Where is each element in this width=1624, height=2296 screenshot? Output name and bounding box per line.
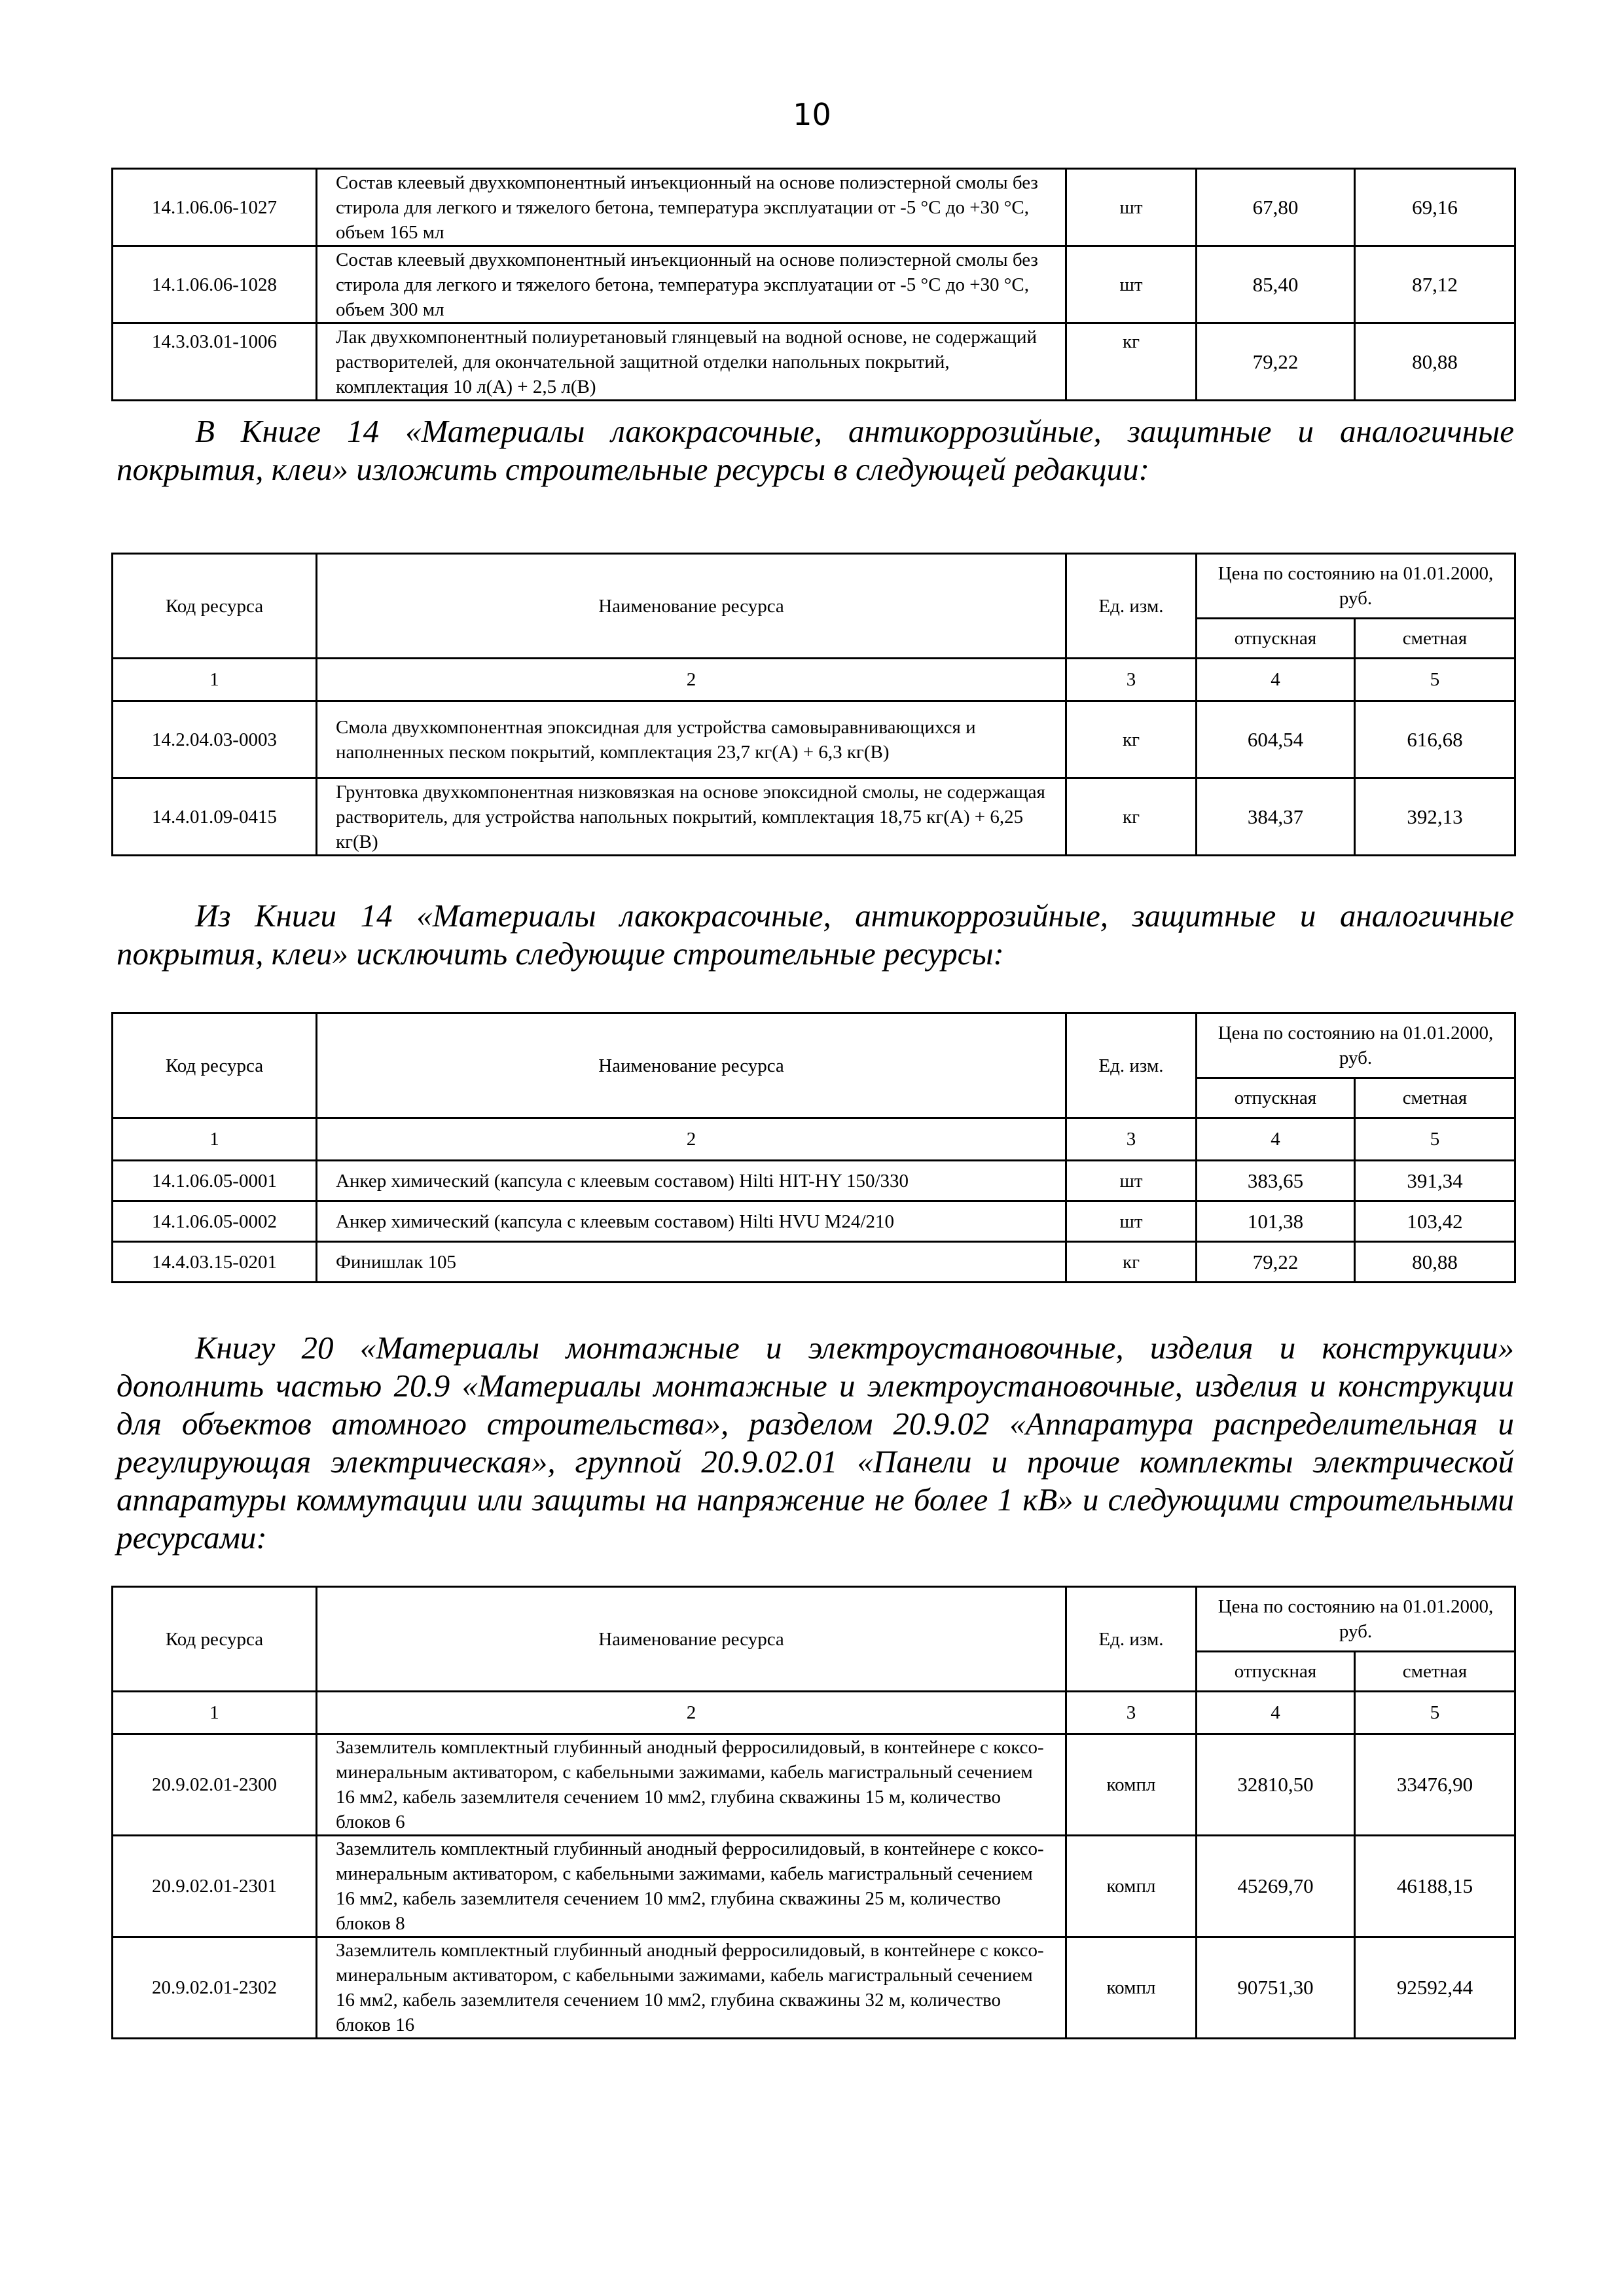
header-price: Цена по состоянию на 01.01.2000, руб. <box>1197 1587 1515 1652</box>
resource-table-edit <box>111 553 1516 856</box>
resource-code: 20.9.02.01-2300 <box>113 1734 317 1836</box>
resource-name: Лак двухкомпонентный полиуретановый глянцевый на водной основе, не содержащий растворителей, для окончательной защитной отделки напольных покрытий, комплектация 10 л(А) + 2,5 л(В) <box>317 323 1066 401</box>
estimate-price: 80,88 <box>1355 323 1515 401</box>
resource-name: Заземлитель комплектный глубинный анодный ферросилидовый, в контейнере с коксо-минеральным активатором, с кабельными зажимами, кабель магистральный сечением 16 мм2, кабель заземлителя сечением 10 мм2, глубина скважины 15 м, количество блоков 6 <box>317 1734 1066 1836</box>
column-number: 3 <box>1066 1118 1197 1161</box>
resource-unit: кг <box>1066 1242 1197 1283</box>
column-number: 5 <box>1355 659 1515 701</box>
release-price: 85,40 <box>1197 246 1355 323</box>
table-row <box>113 1836 1515 1937</box>
header-name: Наименование ресурса <box>317 554 1066 659</box>
header-release: отпускная <box>1197 1652 1355 1692</box>
resource-code: 14.2.04.03-0003 <box>113 701 317 778</box>
estimate-price: 92592,44 <box>1355 1937 1515 2039</box>
table-row <box>113 1201 1515 1242</box>
resource-unit: шт <box>1066 169 1197 246</box>
column-number: 3 <box>1066 659 1197 701</box>
header-code: Код ресурса <box>113 1587 317 1692</box>
header-estimate: сметная <box>1355 1078 1515 1118</box>
estimate-price: 103,42 <box>1355 1201 1515 1242</box>
resource-code: 14.4.01.09-0415 <box>113 778 317 856</box>
column-number: 5 <box>1355 1118 1515 1161</box>
resource-code: 14.4.03.15-0201 <box>113 1242 317 1283</box>
table-row <box>113 778 1515 856</box>
resource-code: 14.1.06.06-1028 <box>113 246 317 323</box>
resource-name: Анкер химический (капсула с клеевым составом) Hilti HVU M24/210 <box>317 1201 1066 1242</box>
table-row <box>113 246 1515 323</box>
estimate-price: 391,34 <box>1355 1161 1515 1201</box>
release-price: 67,80 <box>1197 169 1355 246</box>
header-unit: Ед. изм. <box>1066 1013 1197 1118</box>
release-price: 90751,30 <box>1197 1937 1355 2039</box>
resource-name: Грунтовка двухкомпонентная низковязкая на основе эпоксидной смолы, не содержащая растворитель, для устройства напольных покрытий, комплектация 18,75 кг(А) + 6,25 кг(В) <box>317 778 1066 856</box>
column-number: 1 <box>113 659 317 701</box>
column-number: 2 <box>317 1692 1066 1734</box>
column-number: 5 <box>1355 1692 1515 1734</box>
table-row <box>113 1242 1515 1283</box>
estimate-price: 69,16 <box>1355 169 1515 246</box>
section-exclude-instruction: Из Книги 14 «Материалы лакокрасочные, антикоррозийные, защитные и аналогичные покрытия, клеи» исключить следующие строительные ресурсы: <box>117 898 1514 972</box>
resource-table-exclude <box>111 1012 1516 1283</box>
table-row <box>113 1937 1515 2039</box>
release-price: 32810,50 <box>1197 1734 1355 1836</box>
column-number: 2 <box>317 1118 1066 1161</box>
column-number: 2 <box>317 659 1066 701</box>
release-price: 604,54 <box>1197 701 1355 778</box>
resource-unit: кг <box>1066 701 1197 778</box>
resource-code: 14.1.06.05-0002 <box>113 1201 317 1242</box>
resource-unit: кг <box>1066 778 1197 856</box>
resource-code: 14.3.03.01-1006 <box>113 323 317 401</box>
release-price: 384,37 <box>1197 778 1355 856</box>
release-price: 79,22 <box>1197 1242 1355 1283</box>
resource-name: Заземлитель комплектный глубинный анодный ферросилидовый, в контейнере с коксо-минеральным активатором, с кабельными зажимами, кабель магистральный сечением 16 мм2, кабель заземлителя сечением 10 мм2, глубина скважины 25 м, количество блоков 8 <box>317 1836 1066 1937</box>
column-numbers-row <box>113 1692 1515 1734</box>
resource-code: 20.9.02.01-2301 <box>113 1836 317 1937</box>
header-unit: Ед. изм. <box>1066 554 1197 659</box>
resource-code: 14.1.06.06-1027 <box>113 169 317 246</box>
resource-name: Смола двухкомпонентная эпоксидная для устройства самовыравнивающихся и наполненных песком покрытий, комплектация 23,7 кг(А) + 6,3 кг(В) <box>317 701 1066 778</box>
estimate-price: 33476,90 <box>1355 1734 1515 1836</box>
resource-unit: шт <box>1066 1161 1197 1201</box>
release-price: 45269,70 <box>1197 1836 1355 1937</box>
table-row <box>113 323 1515 401</box>
resource-table-continued <box>111 168 1516 401</box>
table-row <box>113 701 1515 778</box>
header-price: Цена по состоянию на 01.01.2000, руб. <box>1197 554 1515 619</box>
column-numbers-row <box>113 1118 1515 1161</box>
estimate-price: 46188,15 <box>1355 1836 1515 1937</box>
resource-unit: компл <box>1066 1836 1197 1937</box>
table-row <box>113 169 1515 246</box>
estimate-price: 87,12 <box>1355 246 1515 323</box>
resource-unit: компл <box>1066 1734 1197 1836</box>
resource-unit: шт <box>1066 246 1197 323</box>
estimate-price: 80,88 <box>1355 1242 1515 1283</box>
header-unit: Ед. изм. <box>1066 1587 1197 1692</box>
header-name: Наименование ресурса <box>317 1587 1066 1692</box>
resource-name: Анкер химический (капсула с клеевым составом) Hilti HIT-HY 150/330 <box>317 1161 1066 1201</box>
column-number: 4 <box>1197 1692 1355 1734</box>
resource-name: Заземлитель комплектный глубинный анодный ферросилидовый, в контейнере с коксо-минеральным активатором, с кабельными зажимами, кабель магистральный сечением 16 мм2, кабель заземлителя сечением 10 мм2, глубина скважины 32 м, количество блоков 16 <box>317 1937 1066 2039</box>
section-add-instruction: Книгу 20 «Материалы монтажные и электроустановочные, изделия и конструкции» дополнить частью 20.9 «Материалы монтажные и электроустановочные, изделия и конструкции для объектов атомного строительства», разделом 20.9.02 «Аппаратура распределительная и регулирующая электрическая», группой 20.9.02.01 «Панели и прочие комплекты электрической аппаратуры коммутации или защиты на напряжение не более 1 кВ» и следующими строительными ресурсами: <box>117 1330 1514 1556</box>
header-release: отпускная <box>1197 619 1355 659</box>
column-number: 4 <box>1197 659 1355 701</box>
column-number: 1 <box>113 1118 317 1161</box>
header-estimate: сметная <box>1355 1652 1515 1692</box>
column-number: 4 <box>1197 1118 1355 1161</box>
resource-name: Состав клеевый двухкомпонентный инъекционный на основе полиэстерной смолы без стирола для легкого и тяжелого бетона, температура эксплуатации от -5 °С до +30 °С, объем 300 мл <box>317 246 1066 323</box>
resource-code: 20.9.02.01-2302 <box>113 1937 317 2039</box>
resource-unit: кг <box>1066 323 1197 401</box>
header-code: Код ресурса <box>113 554 317 659</box>
resource-name: Состав клеевый двухкомпонентный инъекционный на основе полиэстерной смолы без стирола для легкого и тяжелого бетона, температура эксплуатации от -5 °С до +30 °С, объем 165 мл <box>317 169 1066 246</box>
release-price: 383,65 <box>1197 1161 1355 1201</box>
release-price: 79,22 <box>1197 323 1355 401</box>
resource-table-add <box>111 1586 1516 2039</box>
header-name: Наименование ресурса <box>317 1013 1066 1118</box>
resource-unit: шт <box>1066 1201 1197 1242</box>
header-price: Цена по состоянию на 01.01.2000, руб. <box>1197 1013 1515 1078</box>
section-edit-instruction: В Книге 14 «Материалы лакокрасочные, антикоррозийные, защитные и аналогичные покрытия, клеи» изложить строительные ресурсы в следующей редакции: <box>117 413 1514 487</box>
header-release: отпускная <box>1197 1078 1355 1118</box>
release-price: 101,38 <box>1197 1201 1355 1242</box>
header-code: Код ресурса <box>113 1013 317 1118</box>
resource-code: 14.1.06.05-0001 <box>113 1161 317 1201</box>
table-row <box>113 1161 1515 1201</box>
column-number: 1 <box>113 1692 317 1734</box>
header-estimate: сметная <box>1355 619 1515 659</box>
estimate-price: 392,13 <box>1355 778 1515 856</box>
estimate-price: 616,68 <box>1355 701 1515 778</box>
column-number: 3 <box>1066 1692 1197 1734</box>
resource-name: Финишлак 105 <box>317 1242 1066 1283</box>
page-number: 10 <box>793 97 831 132</box>
resource-unit: компл <box>1066 1937 1197 2039</box>
table-row <box>113 1734 1515 1836</box>
column-numbers-row <box>113 659 1515 701</box>
